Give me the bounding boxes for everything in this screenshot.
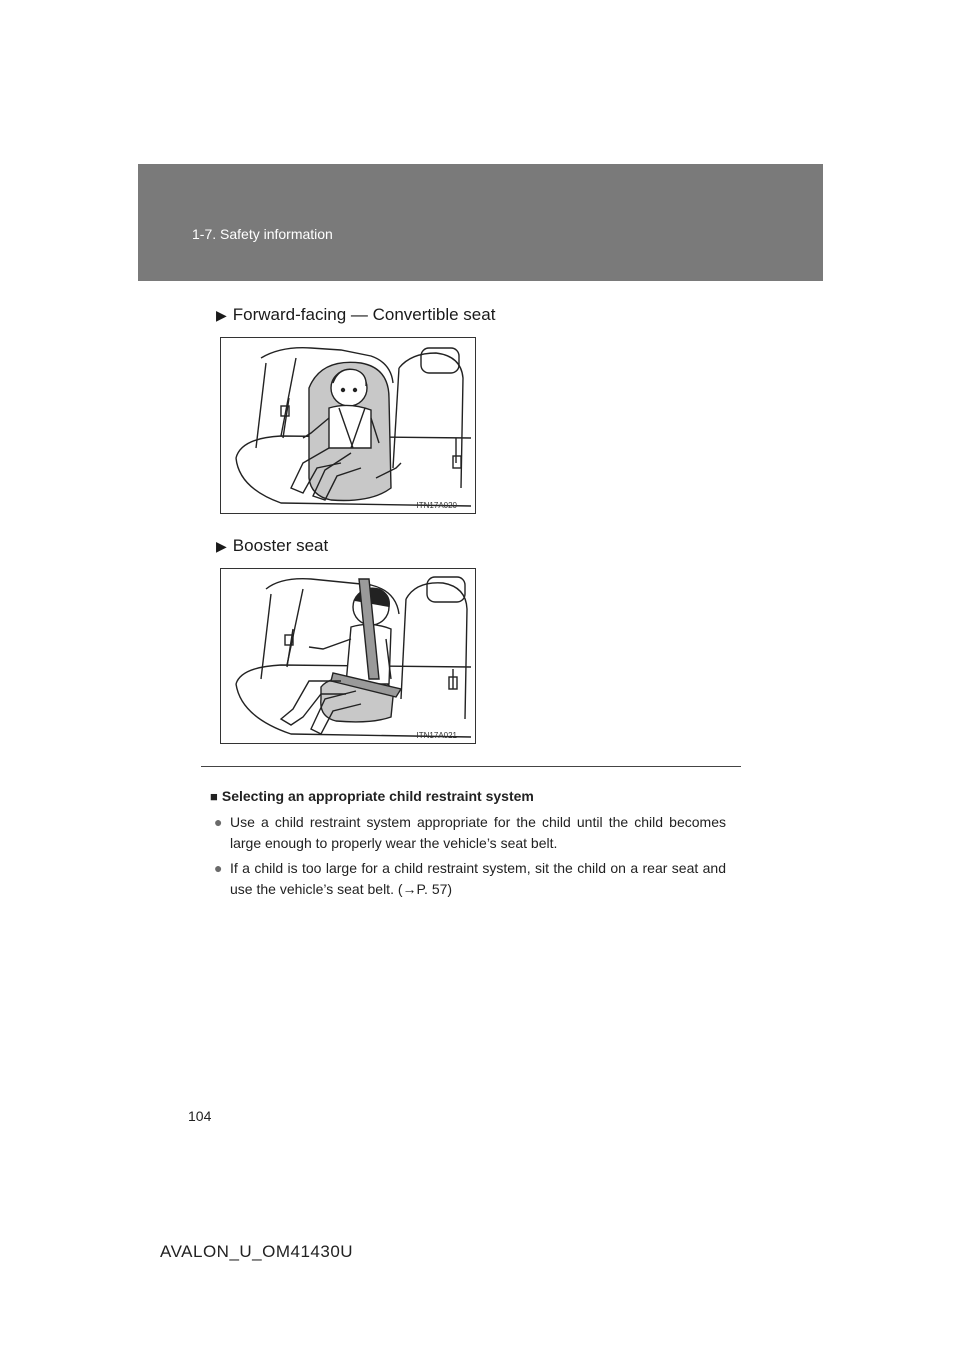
note-bullet — [214, 812, 726, 854]
figure-booster-seat — [220, 568, 476, 744]
section-title: 1-7. Safety information — [192, 226, 333, 242]
figure-heading-text: Booster seat — [232, 536, 329, 555]
square-icon: ■ — [210, 789, 218, 804]
section-divider — [201, 766, 741, 767]
right-triangle-icon: ▶ — [216, 538, 227, 554]
circle-bullet-icon: ● — [214, 814, 223, 830]
figure-code: ITN17A020 — [416, 501, 457, 510]
figure-heading-booster — [216, 536, 328, 556]
figure-code: ITN17A021 — [416, 731, 457, 740]
figure-heading-convertible — [216, 305, 495, 325]
note-bullet-text: Use a child restraint system appropriate for the child until the child becomes large enough to properly wear the vehicle’s seat belt. — [230, 814, 726, 851]
page-number: 104 — [188, 1108, 212, 1124]
note-heading — [210, 788, 534, 804]
note-bullet — [214, 858, 726, 900]
section-header-band — [138, 164, 823, 281]
booster-seat-illustration — [221, 569, 475, 743]
document-code: AVALON_U_OM41430U — [160, 1242, 354, 1261]
circle-bullet-icon: ● — [214, 860, 223, 876]
figure-heading-text: Forward-facing — Convertible seat — [232, 305, 496, 324]
note-bullet-text: If a child is too large for a child restraint system, sit the child on a rear seat and use the vehicle’s seat belt. (→P. 57) — [230, 860, 726, 897]
right-triangle-icon: ▶ — [216, 307, 227, 323]
note-heading-text: Selecting an appropriate child restraint system — [221, 788, 534, 804]
convertible-seat-illustration — [221, 338, 475, 513]
figure-convertible-seat — [220, 337, 476, 514]
